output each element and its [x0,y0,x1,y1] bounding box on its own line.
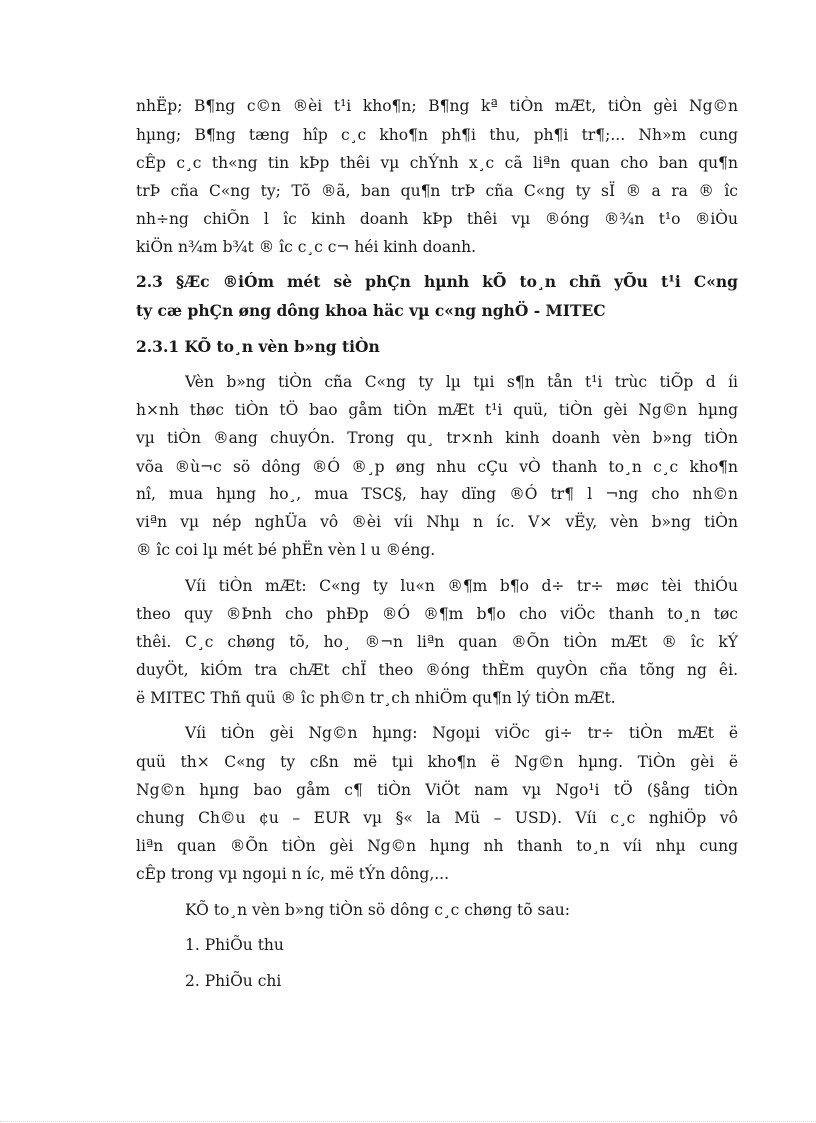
paragraph-line: Ng©n hµng bao gåm c¶ tiÒn ViÖt nam vµ Ngo¹i tÖ (§ång tiÒn [136,781,738,799]
paragraph-line: quü th× C«ng ty cßn më tµi kho¶n ë Ng©n hµng. TiÒn gèi ë [136,753,738,771]
paragraph-line: ® îc coi lµ mét bé phËn vèn l u ®éng. [136,541,436,559]
paragraph-line: theo quy ®Þnh cho phÐp ®Ó ®¶m b¶o cho viÖc thanh to¸n tøc [136,605,738,623]
paragraph-line: hµng; B¶ng tæng hîp c¸c kho¶n ph¶i thu, ph¶i tr¶;... Nh»m cung [136,126,738,144]
paragraph-line: vµ tiÒn ®ang chuyÓn. Trong qu¸ tr×nh kinh doanh vèn b»ng tiÒn [136,429,738,447]
paragraph-line: KÕ to¸n vèn b»ng tiÒn sö dông c¸c chøng tõ sau: [185,901,570,919]
list-item: 1. PhiÕu thu [185,936,284,954]
list-item: 2. PhiÕu chi [185,972,282,990]
paragraph-line: liªn quan ®Õn tiÒn gèi Ng©n hµng nh thanh to¸n víi nhµ cung [136,837,738,855]
paragraph-line: thêi. C¸c chøng tõ, ho¸ ®¬n liªn quan ®Õn tiÒn mÆt ® îc kÝ [136,633,738,651]
page-bottom-rule [0,1121,816,1122]
paragraph-line: võa ®ù¬c sö dông ®Ó ®¸p øng nhu cÇu vÒ thanh to¸n c¸c kho¶n [136,458,738,476]
paragraph-line: nh÷ng chiÕn l îc kinh doanh kÞp thêi vµ ®óng ®¾n t¹o ®iÒu [136,210,738,228]
paragraph-line: nî, mua hµng ho¸, mua TSC§, hay dïng ®Ó tr¶ l ¬ng cho nh©n [136,485,738,503]
paragraph-line: trÞ cña C«ng ty; Tõ ®ã, ban qu¶n trÞ cña C«ng ty sÏ ® a ra ® îc [136,182,738,200]
paragraph-line: Víi tiÒn gèi Ng©n hµng: Ngoµi viÖc gi÷ tr÷ tiÒn mÆt ë [185,724,738,742]
paragraph-line: h×nh thøc tiÒn tÖ bao gåm tiÒn mÆt t¹i quü, tiÒn gèi Ng©n hµng [136,401,738,419]
paragraph-line: Víi tiÒn mÆt: C«ng ty lu«n ®¶m b¶o d÷ tr÷ møc tèi thiÓu [185,577,738,595]
paragraph-line: viªn vµ nép nghÜa vô ®èi víi Nhµ n íc. V× vËy, vèn b»ng tiÒn [136,513,738,531]
paragraph-line: cÊp c¸c th«ng tin kÞp thêi vµ chÝnh x¸c cã liªn quan cho ban qu¶n [136,154,738,172]
section-heading: 2.3 §Æc ®iÓm mét sè phÇn hµnh kÕ to¸n chñ yÕu t¹i C«ng [136,272,738,291]
paragraph-line: Vèn b»ng tiÒn cña C«ng ty lµ tµi s¶n tån t¹i trùc tiÕp d íi [185,373,738,391]
paragraph-line: duyÖt, kiÓm tra chÆt chÏ theo ®óng thÈm quyÒn cña tõng ng êi. [136,661,738,679]
section-heading: ty cæ phÇn øng dông khoa häc vµ c«ng nghÖ - MITEC [136,301,606,320]
paragraph-line: ë MITEC Thñ quü ® îc ph©n tr¸ch nhiÖm qu¶n lý tiÒn mÆt. [136,689,616,707]
subsection-heading: 2.3.1 KÕ to¸n vèn b»ng tiÒn [136,337,380,356]
paragraph-line: chung Ch©u ¢u – EUR vµ §« la Mü – USD). Víi c¸c nghiÖp vô [136,809,738,827]
paragraph-line: cÊp trong vµ ngoµi n íc, më tÝn dông,... [136,865,450,883]
paragraph-line: nhËp; B¶ng c©n ®èi t¹i kho¶n; B¶ng kª tiÒn mÆt, tiÒn gèi Ng©n [136,97,738,115]
paragraph-line: kiÖn n¾m b¾t ® îc c¸c c¬ héi kinh doanh. [136,238,476,256]
